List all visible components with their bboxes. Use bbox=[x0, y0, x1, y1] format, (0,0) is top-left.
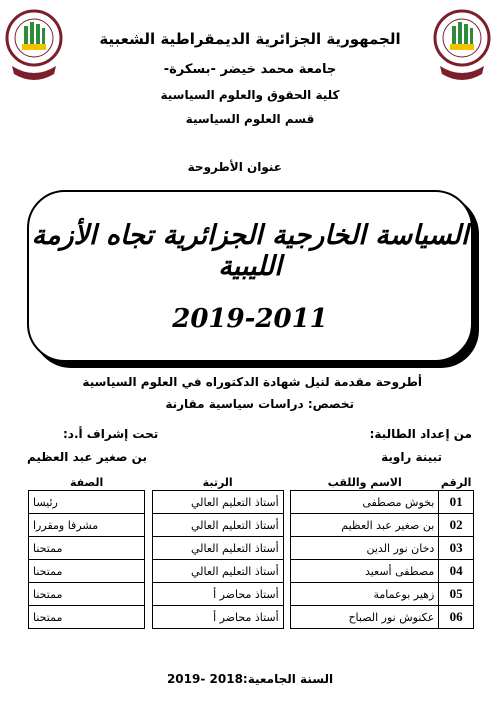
supervisor-name: بن صغير عبد العظيم bbox=[27, 450, 147, 464]
member-num: 05 bbox=[439, 583, 474, 606]
member-rank: أستاذ التعليم العالي bbox=[152, 491, 283, 514]
member-num: 03 bbox=[439, 537, 474, 560]
member-num: 06 bbox=[439, 606, 474, 629]
member-rank: أستاذ التعليم العالي bbox=[152, 537, 283, 560]
table-row bbox=[29, 491, 474, 514]
member-name: مصطفى أسعيد bbox=[291, 560, 439, 583]
submission-statement: أطروحة مقدمة لنيل شهادة الدكتوراه في العلوم السياسية bbox=[82, 375, 422, 389]
member-name: بن صغير عبد العظيم bbox=[291, 514, 439, 537]
academic-year: السنة الجامعية:2018 -2019 bbox=[166, 672, 334, 686]
university-name: جامعة محمد خيضر -بسكرة- bbox=[163, 62, 337, 77]
prepared-by-label: من إعداد الطالبة: bbox=[369, 427, 472, 441]
table-row bbox=[29, 514, 474, 537]
member-role: ممتحنا bbox=[29, 583, 145, 606]
member-num: 01 bbox=[439, 491, 474, 514]
title-frame bbox=[27, 190, 473, 362]
table-row bbox=[29, 606, 474, 629]
university-logo-right bbox=[432, 6, 492, 84]
member-rank: أستاذ محاضر أ bbox=[152, 583, 283, 606]
table-row bbox=[29, 583, 474, 606]
member-rank: أستاذ التعليم العالي bbox=[152, 560, 283, 583]
member-num: 04 bbox=[439, 560, 474, 583]
member-role: مشرفا ومقررا bbox=[29, 514, 145, 537]
member-rank: أستاذ التعليم العالي bbox=[152, 514, 283, 537]
thesis-title-label: عنوان الأطروحة bbox=[187, 160, 282, 174]
header-num: الرقم bbox=[440, 475, 472, 489]
student-name: تبينة راوية bbox=[381, 450, 442, 464]
member-role: ممتحنا bbox=[29, 560, 145, 583]
member-name: عكنوش نور الصباح bbox=[291, 606, 439, 629]
faculty-name: كلية الحقوق والعلوم السياسية bbox=[160, 88, 340, 102]
specialty-line: تخصص: دراسات سياسية مقارنة bbox=[165, 397, 354, 411]
table-row bbox=[29, 560, 474, 583]
thesis-period: 2019-2011 bbox=[172, 304, 328, 334]
member-role: ممتحنا bbox=[29, 606, 145, 629]
member-name: زهير بوعمامة bbox=[291, 583, 439, 606]
member-name: بخوش مصطفى bbox=[291, 491, 439, 514]
jury-table bbox=[28, 474, 474, 629]
university-logo-left bbox=[4, 6, 64, 84]
member-role: رئيسا bbox=[29, 491, 145, 514]
member-role: ممتحنا bbox=[29, 537, 145, 560]
header-role: الصفة bbox=[69, 475, 104, 489]
republic-heading: الجمهورية الجزائرية الديمقراطية الشعبية bbox=[99, 30, 401, 48]
supervisor-label: تحت إشراف أ.د: bbox=[63, 427, 159, 441]
thesis-title: السياسة الخارجية الجزائرية تجاه الأزمة الليبية bbox=[31, 220, 469, 282]
member-rank: أستاذ محاضر أ bbox=[152, 606, 283, 629]
department-name: قسم العلوم السياسية bbox=[185, 112, 315, 126]
table-row bbox=[29, 537, 474, 560]
header-name: الاسم واللقب bbox=[327, 475, 402, 489]
header-rank: الرتبة bbox=[202, 475, 233, 489]
member-num: 02 bbox=[439, 514, 474, 537]
jury-header-row bbox=[29, 474, 474, 491]
member-name: دخان نور الدين bbox=[291, 537, 439, 560]
